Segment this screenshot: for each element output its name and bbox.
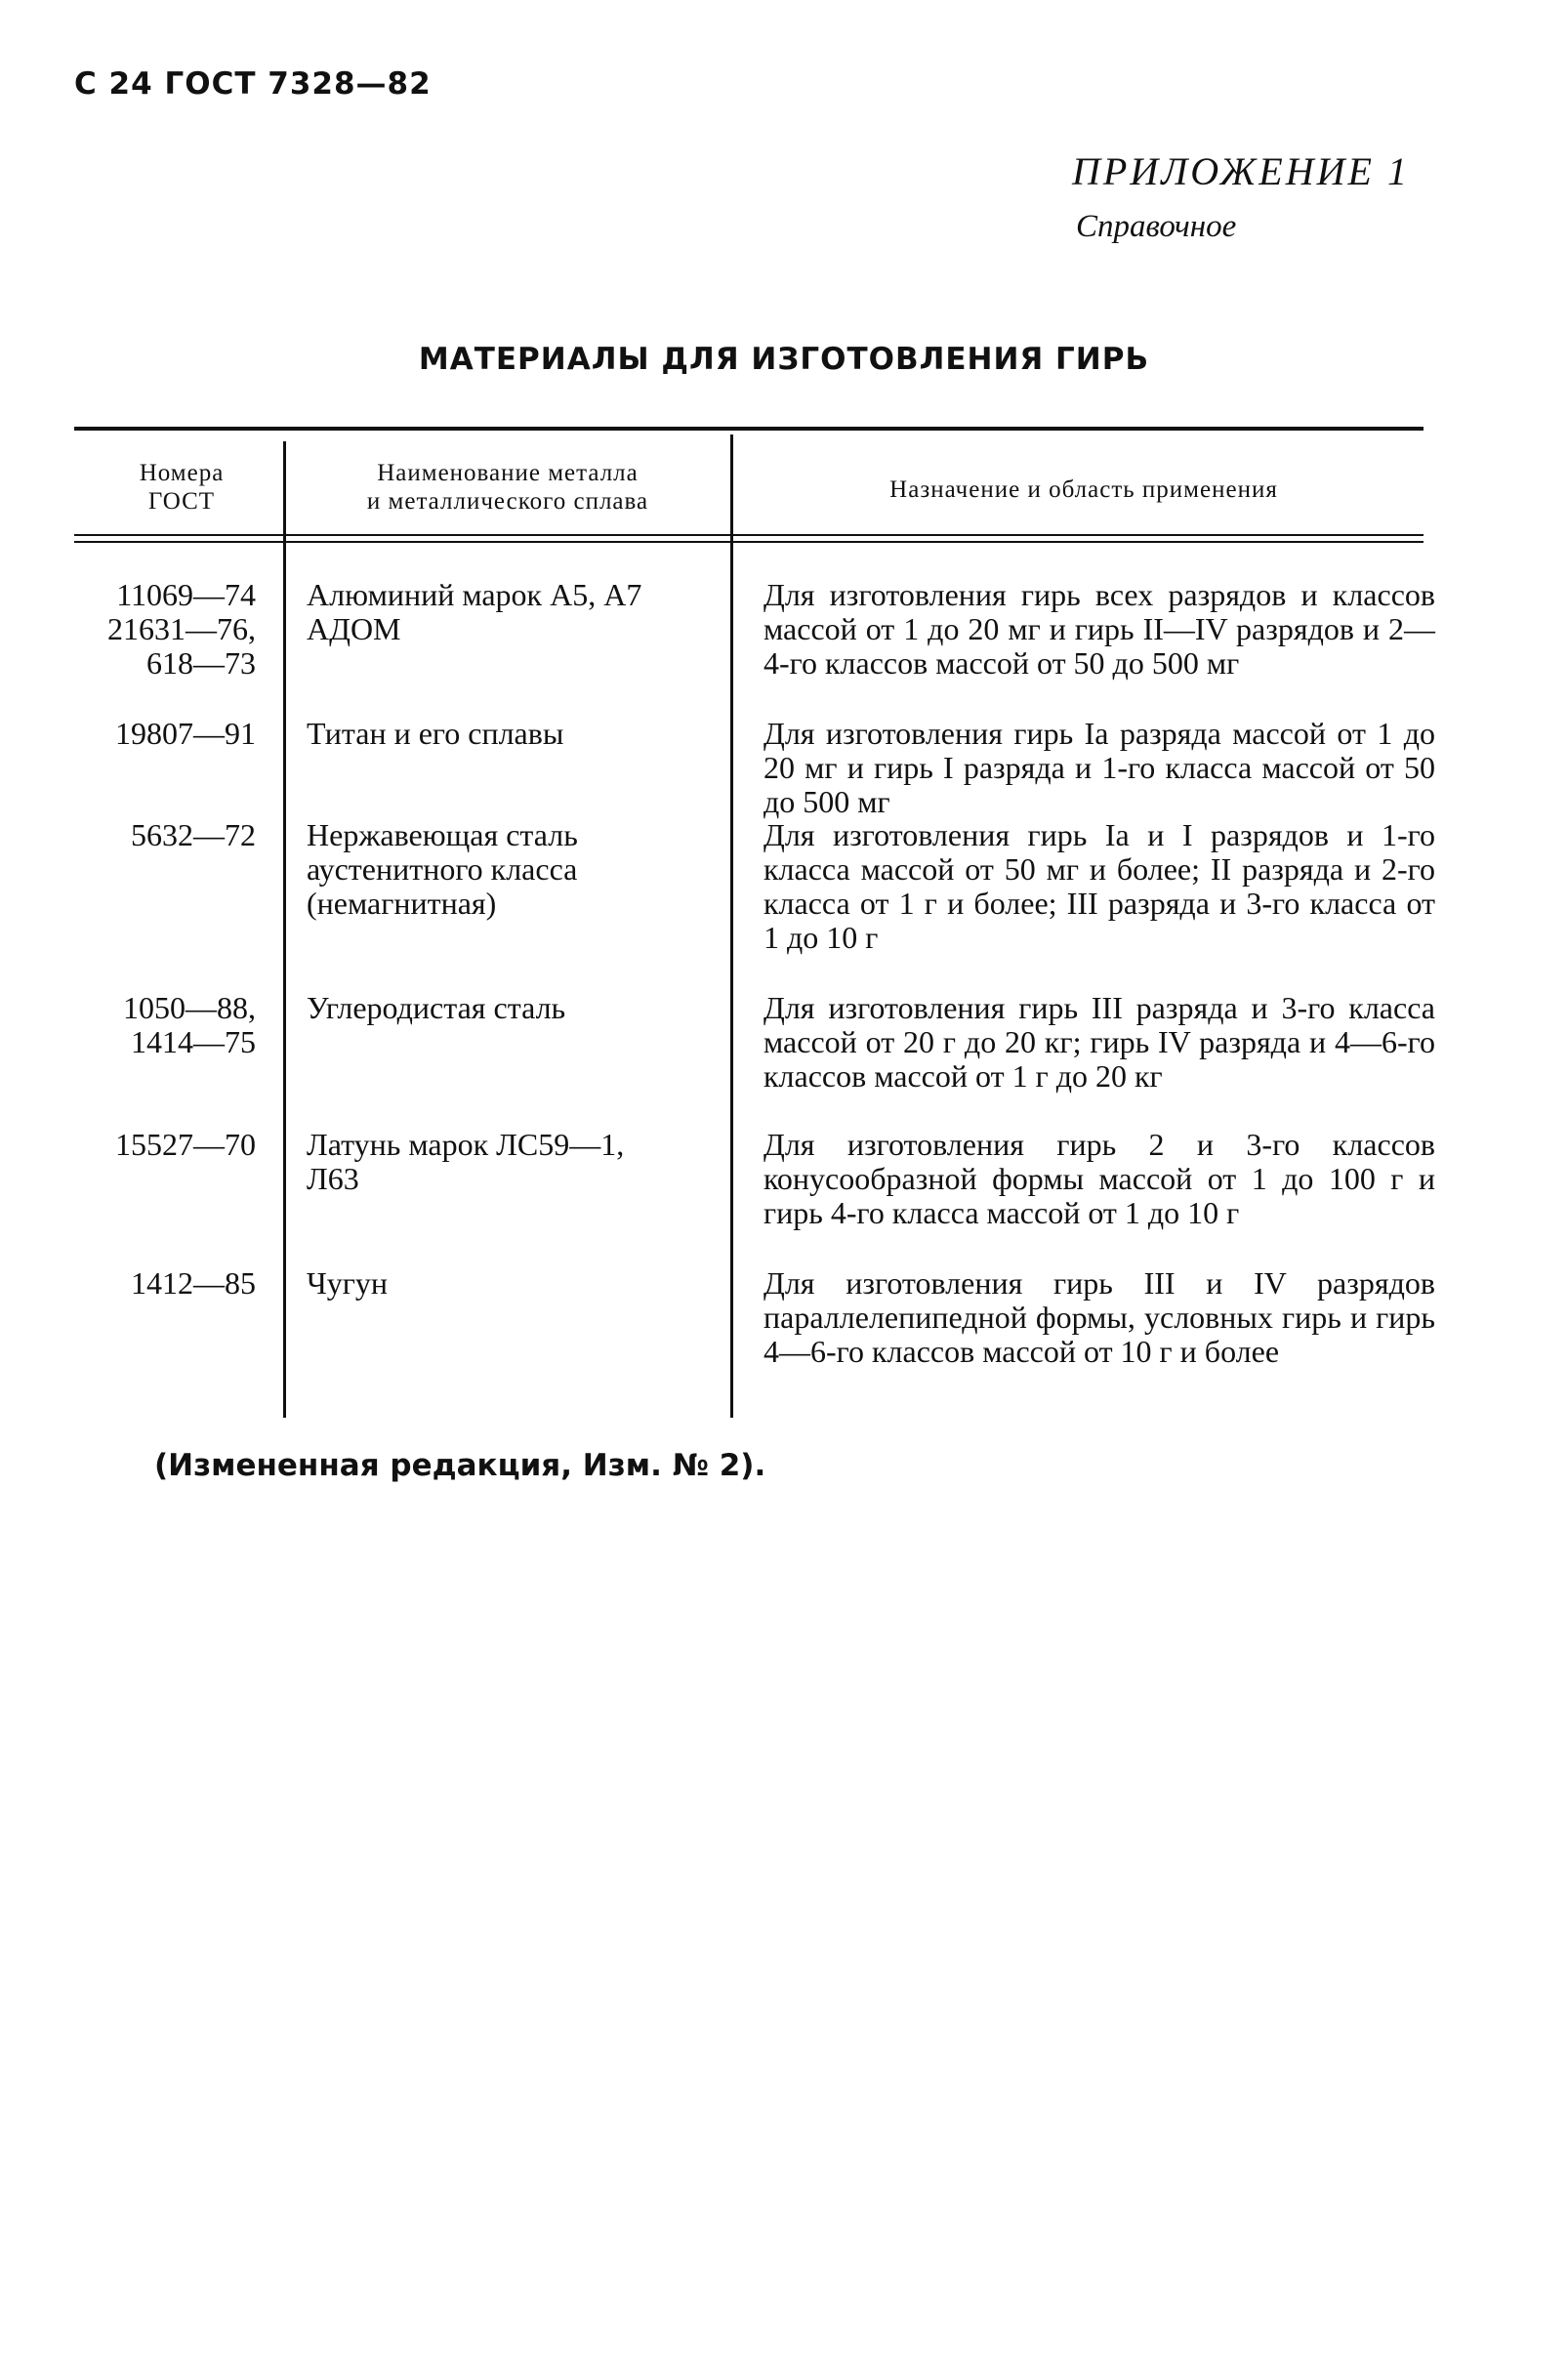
table-row-1-purpose: Для изготовления гирь всех разрядов и классов массой от 1 до 20 мг и гирь II—IV разрядов и 2—4-го классов массой от 50 до 500 мг: [763, 577, 1435, 681]
appendix-title: ПРИЛОЖЕНИЕ 1: [1072, 149, 1410, 193]
table-row-2-gost: 19807—91: [115, 716, 256, 751]
page-header: С 24 ГОСТ 7328—82: [74, 66, 432, 102]
table-row-5-metal: Латунь марок ЛС59—1, Л63: [307, 1127, 625, 1196]
table-row-6-purpose: Для изготовления гирь III и IV разрядов параллелепипедной формы, условных гирь и гирь 4—6-го классов массой от 10 г и более: [763, 1265, 1435, 1369]
header-purpose: Назначение и область применения: [889, 476, 1278, 503]
header-bottom-rule-2: [74, 541, 1424, 543]
table-row-4-metal: Углеродистая сталь: [307, 990, 566, 1025]
table-row-4-purpose: Для изготовления гирь III разряда и 3-го класса массой от 20 г до 20 кг; гирь IV разряда и 4—6-го классов массой от 1 г до 20 кг: [763, 990, 1435, 1094]
table-row-6-metal: Чугун: [307, 1265, 389, 1301]
header-gost: Номера ГОСТ: [139, 460, 225, 515]
table-row-1-metal: Алюминий марок А5, А7 АДОМ: [307, 577, 642, 646]
table-row-1-gost: 11069—74 21631—76, 618—73: [107, 577, 256, 681]
document-title: МАТЕРИАЛЫ ДЛЯ ИЗГОТОВЛЕНИЯ ГИРЬ: [418, 342, 1150, 377]
column-divider-1: [283, 441, 286, 1418]
column-divider-2: [730, 434, 733, 1418]
table-row-2-metal: Титан и его сплавы: [307, 716, 564, 751]
table-row-5-gost: 15527—70: [115, 1127, 256, 1162]
table-row-3-metal: Нержавеющая сталь аустенитного класса (немагнитная): [307, 817, 578, 921]
table-row-6-gost: 1412—85: [131, 1265, 256, 1301]
table-top-rule: [74, 427, 1424, 431]
table-row-3-purpose: Для изготовления гирь Iа и I разрядов и 1-го класса массой от 50 мг и более; II разряда и 2-го класса от 1 г и более; III разряда и 3-го класса от 1 до 10 г: [763, 817, 1435, 955]
header-metal: Наименование металла и металлического сплава: [366, 460, 649, 515]
table-row-4-gost: 1050—88, 1414—75: [123, 990, 256, 1059]
appendix-subtitle: Справочное: [1076, 209, 1237, 244]
table-row-3-gost: 5632—72: [131, 817, 256, 852]
table-row-5-purpose: Для изготовления гирь 2 и 3-го классов конусообразной формы массой от 1 до 100 г и гирь 4-го класса массой от 1 до 10 г: [763, 1127, 1435, 1230]
table-row-2-purpose: Для изготовления гирь Iа разряда массой от 1 до 20 мг и гирь I разряда и 1-го класса массой от 50 до 500 мг: [763, 716, 1435, 819]
amendment-note: (Измененная редакция, Изм. № 2).: [154, 1448, 766, 1483]
header-bottom-rule: [74, 534, 1424, 536]
